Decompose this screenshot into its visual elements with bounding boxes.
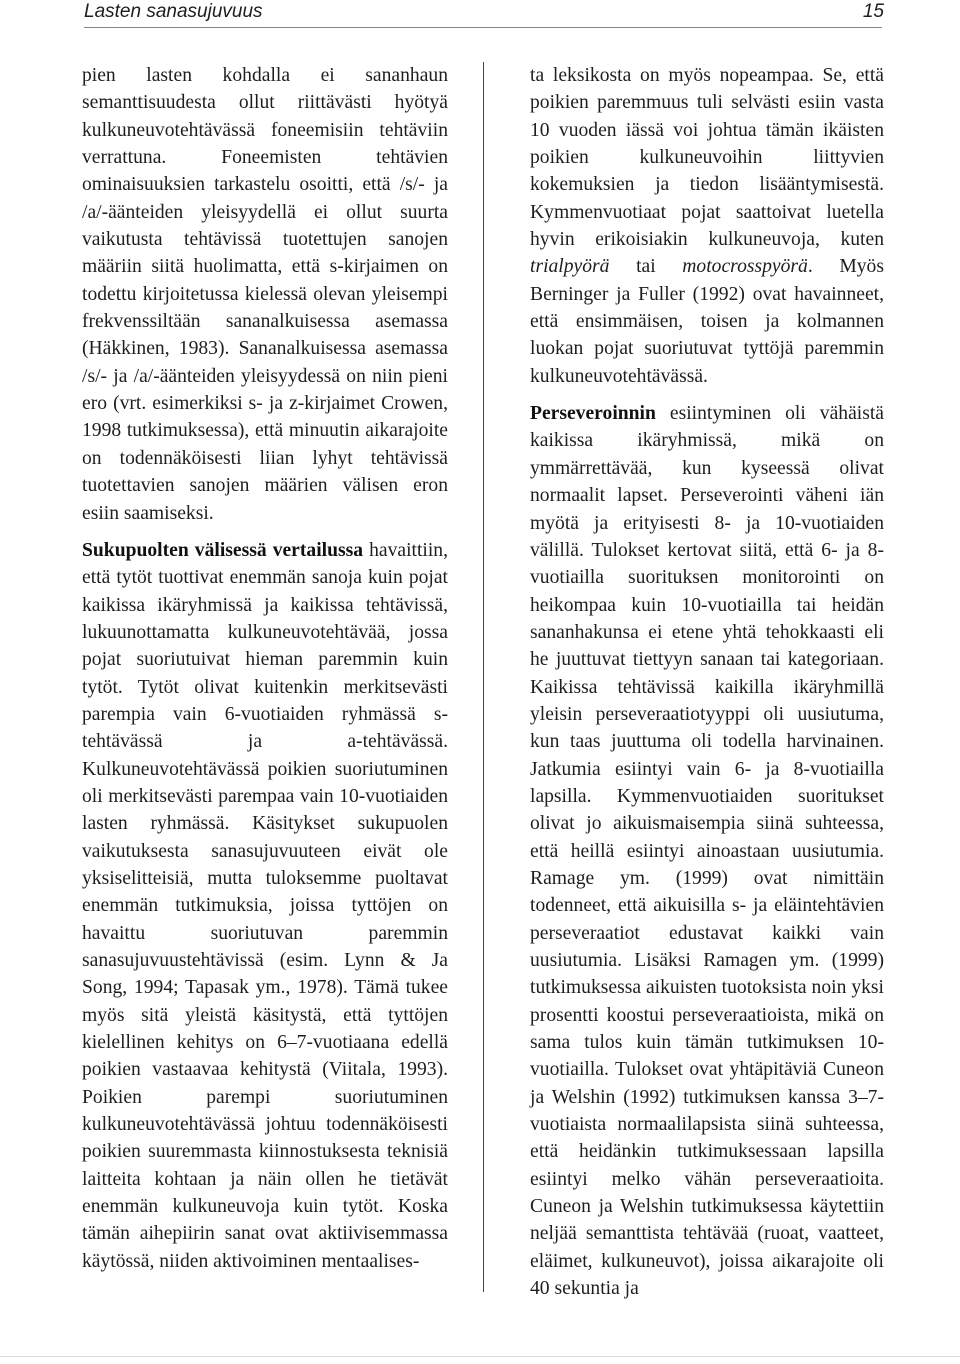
paragraph-text: ta leksikosta on myös nopeampaa. Se, että poikien paremmuus tuli selvästi esiin vasta 10 vuoden iässä voi johtua tämän ikäisten poikien kulkuneuvoihin liittyvien kokemuksien ja tiedon lisääntymisestä. Kymmenvuotiaat pojat saattoivat luetella hyvin erikoisiakin kulkuneuvoja, kuten — [530, 65, 884, 251]
paragraph-lead-heading: Perseveroinnin — [530, 403, 656, 425]
paragraph-text: . Myös Berninger ja Fuller (1992) ovat havainneet, että ensimmäisen, toisen ja kolmannen luokan pojat suoriutuvat tyttöjä paremmin kulkuneuvotehtävässä. — [530, 256, 884, 387]
paragraph-body: esiintyminen oli vähäistä kaikissa ikäryhmissä, mikä on ymmärrettävää, kun kyseessä olivat normaalit lapset. Perseverointi väheni iän myötä ja erityisesti 8- ja 10-vuotiaiden välillä. Tulokset kertovat siitä, että 6- ja 8-vuotiailla suorituksen monitorointi on heikompaa kuin 10-vuotiailla tai heidän sananhakunsa ei etene yhtä tehokkaasti eli he juuttuvat tiettyyn sanaan tai kategoriaan. Kaikissa tehtävissä kaikilla ikäryhmillä yleisin perseveraatiotyyppi oli uusiutuma, kun taas juuttuma oli todella harvinainen. Jatkumia esiintyi vain 6- ja 8-vuotiailla lapsilla. Kymmenvuotiaiden suoritukset olivat jo aikuismaisempia siinä suhteessa, että heillä esiintyi ainoastaan uusiutumia. Ramage ym. (1999) ovat nimittäin todenneet, että aikuisilla s- ja eläintehtävien perseveraatiot edustavat kaikki vain uusiutumia. Lisäksi Ramagen ym. (1999) tutkimuksessa aikuisten tuotoksista noin yksi prosentti koostui perseveraatioista, mikä on sama tulos kuin tämän tutkimuksen 10-vuotiailla. Tulokset ovat yhtäpitäviä Cuneon ja Welshin (1992) tutkimuksen kanssa 3–7-vuotiaista normaalilapsista siinä suhteessa, että heidänkin tutkimuksessaan lapsilla esiintyi melko vähän perseveraatioita. Cuneon ja Welshin tutkimuksessa käytettiin neljää semanttista tehtävää (ruoat, vaatteet, eläimet, kulkuneuvot), joissa aikarajoite oli 40 sekuntia ja — [530, 403, 884, 1300]
paragraph-lead-heading: Sukupuolten välisessä vertailussa — [82, 539, 364, 561]
paragraph-text: tai — [609, 256, 683, 278]
paragraph-body: havaittiin, että tytöt tuottivat enemmän sanoja kuin pojat kaikissa ikäryhmissä ja kaikissa tehtävissä, lukuunottamatta kulkuneuvotehtävää, jossa pojat suoriutuivat hieman paremmin kuin tytöt. Tytöt olivat kuitenkin merkitsevästi parempia vain 6-vuotiaiden ryhmässä s-tehtävässä ja a-tehtävässä. Kulkuneuvotehtävässä poikien suoriutuminen oli merkitsevästi parempaa vain 10-vuotiaiden lasten ryhmässä. Käsitykset sukupuolen vaikutuksesta sanasujuvuuteen eivät ole yksiselitteisiä, mutta tuloksemme puoltavat enemmän tutkimuksia, joissa tyttöjen on havaittu suoriutuvan paremmin sanasujuvuustehtävissä (esim. Lynn & Ja Song, 1994; Tapasak ym., 1978). Tämä tukee myös sitä yleistä käsitystä, että tyttöjen kielellinen kehitys on 6–7-vuotiaana edellä poikien vastaavaa kehitystä (Viitala, 1993). Poikien parempi suoriutuminen kulkuneuvotehtävässä johtuu todennäköisesti poikien suuremmasta kiinnostuksesta teknisiä laitteita kohtaan ja näin ollen he tietävät enemmän kulkuneuvoja kuin tytöt. Koska tämän aihepiirin sanat ovat aktiivisemmassa käytössä, niiden aktivoiminen mentaalises- — [82, 539, 448, 1272]
paragraph-1: pien lasten kohdalla ei sananhaun semanttisuudesta ollut riittävästi hyötyä kulkuneuvotehtävässä foneemisiin tehtäviin verrattuna. Foneemisten tehtävien ominaisuuksien tarkastelu osoitti, että /s/- ja /a/-äänteiden yleisyydellä ei ollut suurta vaikutusta tehtävissä tuotettujen sanojen määriin siitä huolimatta, että s-kirjaimen on todettu kirjoitetussa kielessä olevan yleisempi frekvenssiltään sananalkuisessa asemassa (Häkkinen, 1983). Sananalkuisessa asemassa /s/- ja /a/-äänteiden yleisyydessä on niin pieni ero (vrt. esimerkiksi s- ja z-kirjaimet Crowen, 1998 tutkimuksessa), että minuutin aikarajoite on todennäköisesti liian lyhyt tehtävissä tuotettavien sanojen määrien välisen eron esiin saamiseksi. — [82, 65, 448, 524]
italic-term-trialpyora: trialpyörä — [530, 256, 610, 278]
header-rule — [84, 27, 882, 28]
paragraph-3 — [530, 62, 884, 390]
running-header-title: Lasten sanasujuvuus — [84, 1, 263, 22]
right-column — [530, 62, 884, 1302]
paragraph-2 — [82, 537, 448, 1275]
italic-term-motocrosspyora: motocrosspyörä — [682, 256, 808, 278]
page-number: 15 — [862, 1, 884, 22]
left-column — [82, 62, 448, 1275]
bottom-edge-line — [0, 1356, 960, 1357]
running-header — [84, 0, 884, 24]
column-divider — [483, 62, 484, 1292]
paragraph-4 — [530, 400, 884, 1302]
